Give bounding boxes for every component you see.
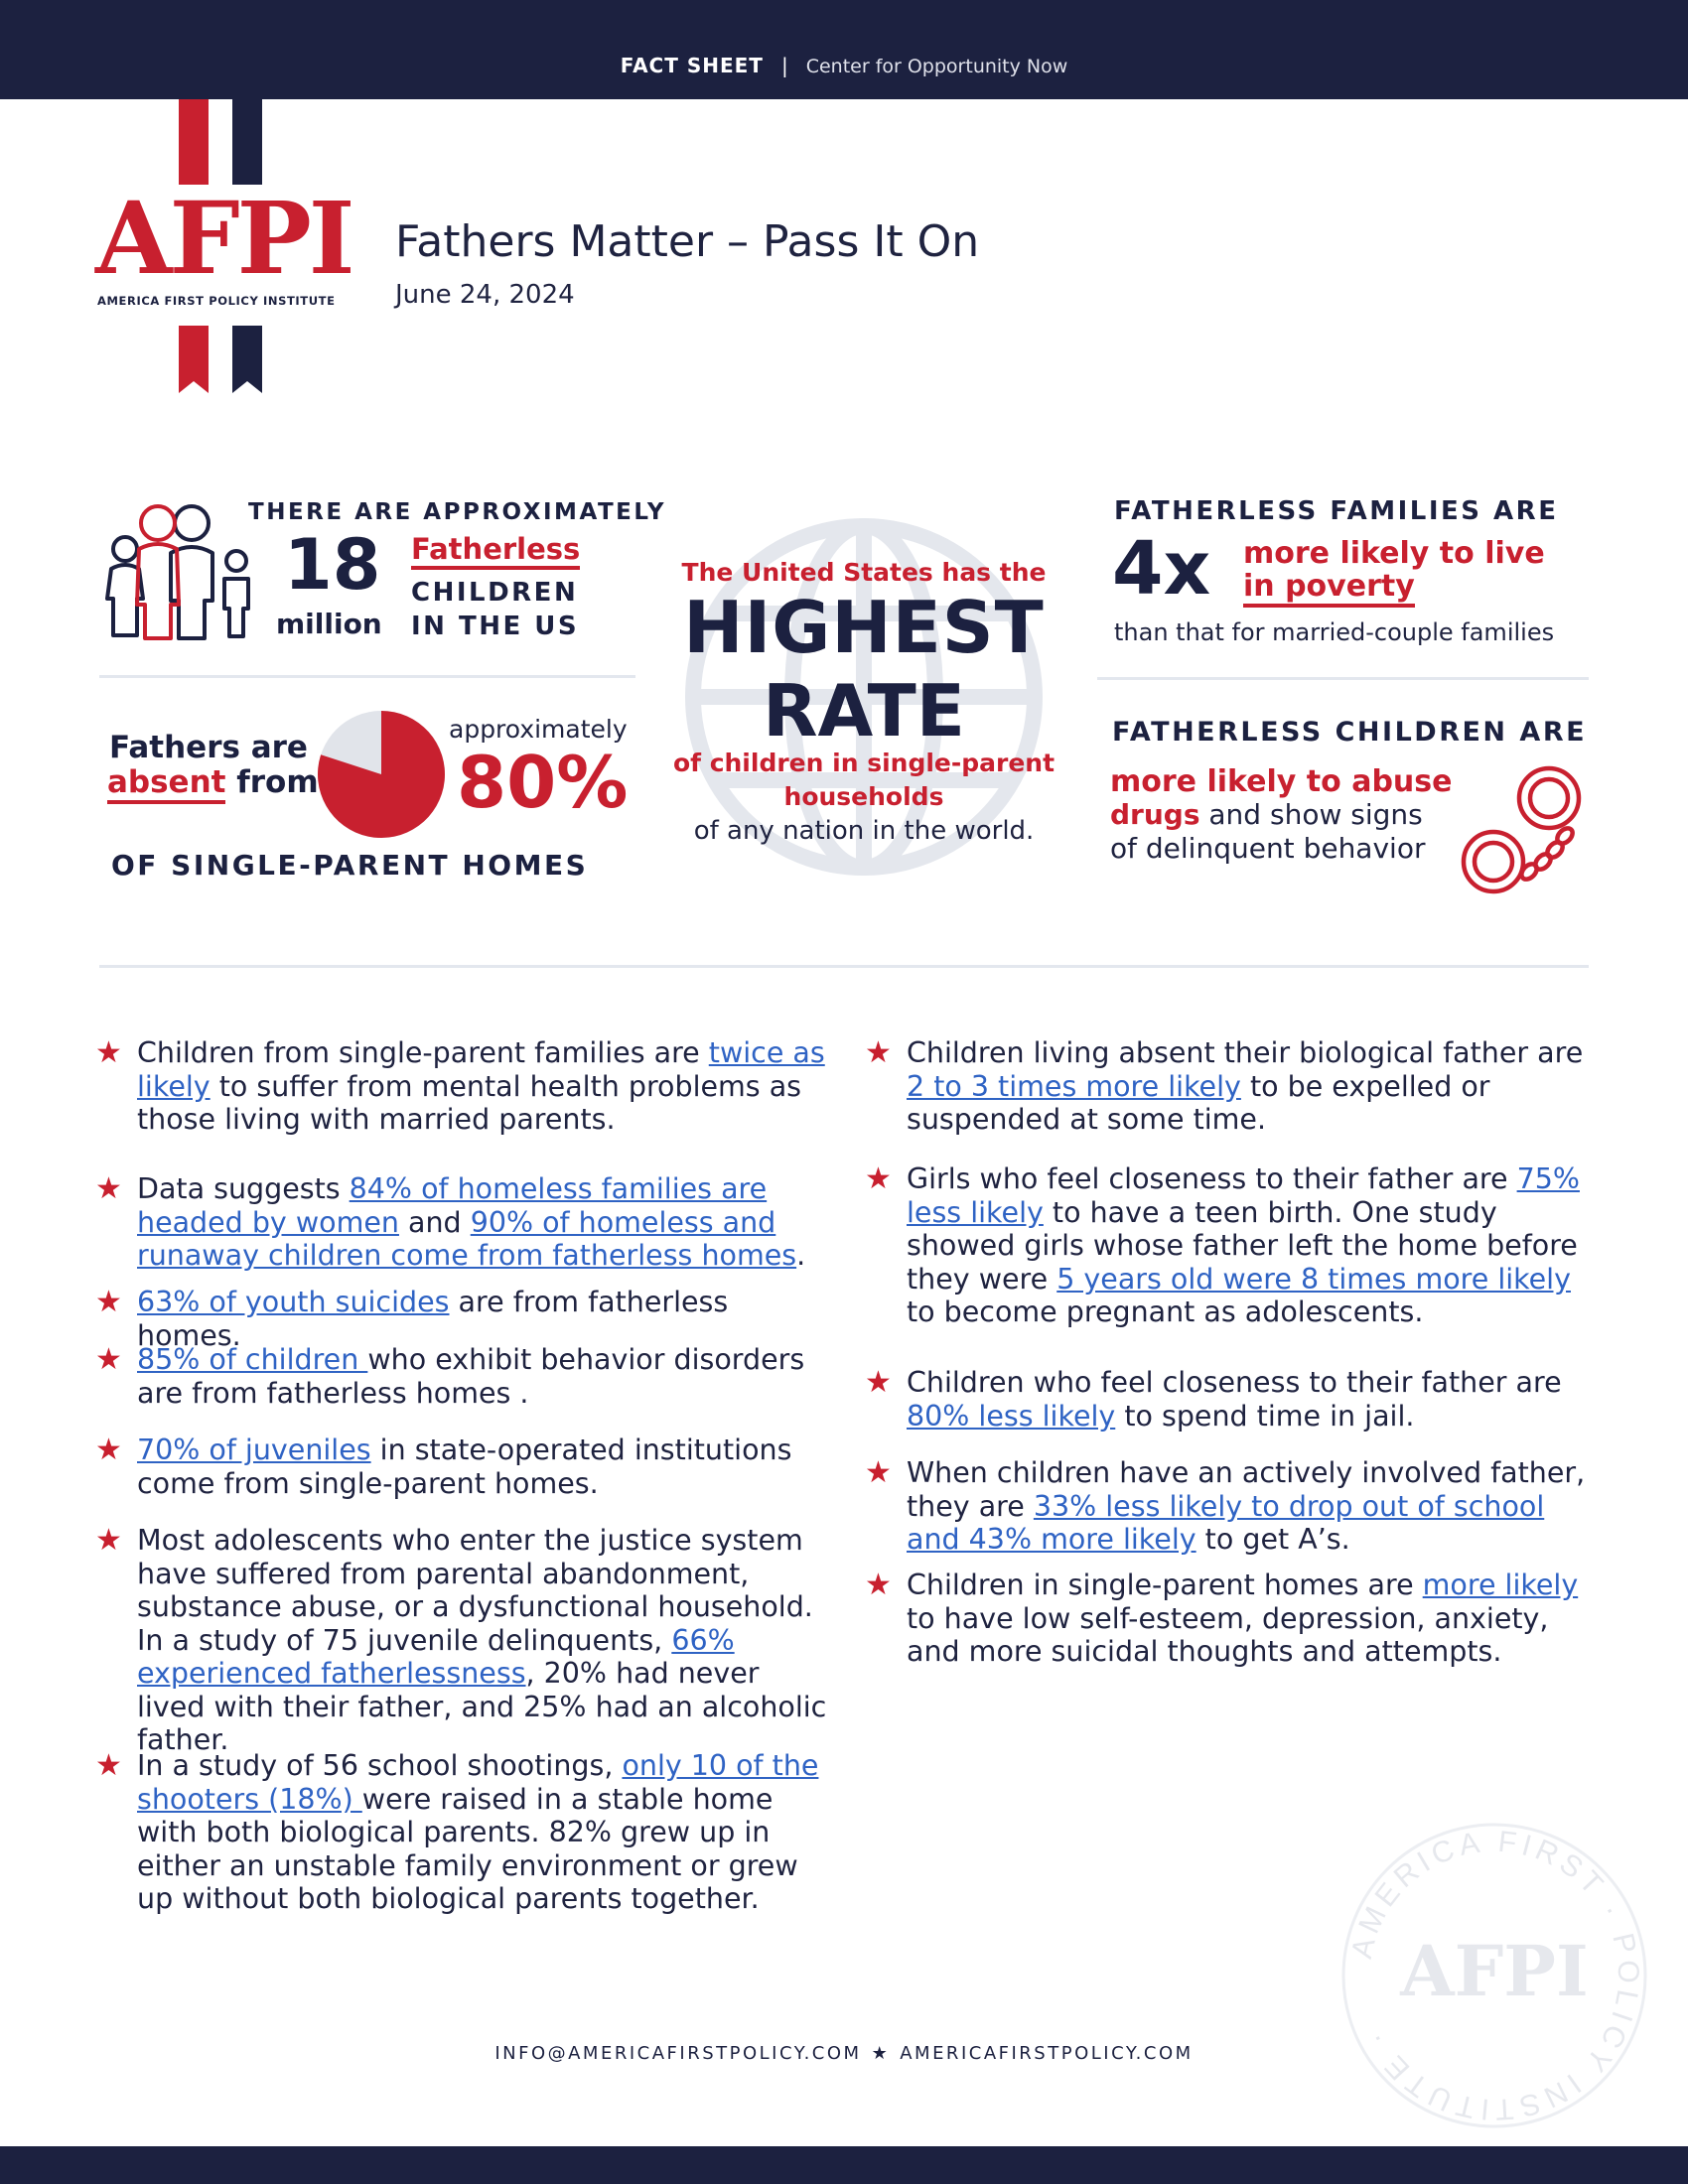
- stat1-place: IN THE US: [411, 612, 580, 641]
- top-bar: [0, 0, 1688, 99]
- seal-ring-text: AMERICA FIRST · POLICY INSTITUTE ·: [1345, 1825, 1645, 2126]
- bullet-text: are from fatherless homes.: [137, 1286, 729, 1352]
- stat3-line1: more likely to live: [1243, 536, 1545, 571]
- bullet-text: Data suggests: [137, 1172, 350, 1205]
- bullet-text: Children living absent their biological father are: [907, 1036, 1584, 1069]
- bullet-text: to be expelled or suspended at some time.: [907, 1069, 1490, 1136]
- footer-star-icon: ★: [871, 2043, 891, 2064]
- pie-chart-icon: [314, 707, 449, 842]
- stat3-foot: than that for married-couple families: [1114, 618, 1555, 646]
- bullet-text: and: [398, 1205, 471, 1239]
- stat1-unit: million: [276, 608, 382, 640]
- center-sub1: of children in single-parent: [672, 749, 1055, 777]
- star-icon: ★: [865, 1035, 892, 1070]
- source-link[interactable]: 70% of juveniles: [137, 1433, 371, 1466]
- logo-stripe-navy-top: [232, 99, 262, 185]
- stat2-absent: absent: [107, 764, 225, 804]
- bullet-text: Girls who feel closeness to their father are: [907, 1162, 1517, 1195]
- bullet-text: to become pregnant as adolescents.: [907, 1296, 1424, 1328]
- bullet-text: When children have an actively involved father, they are: [907, 1456, 1586, 1523]
- source-link[interactable]: 5 years old were 8 times more likely: [1056, 1262, 1571, 1296]
- fact-sheet-label: FACT SHEET: [620, 54, 764, 77]
- family-icon: [99, 501, 258, 642]
- bullet-item: [865, 1568, 1602, 1669]
- divider-right: [1097, 677, 1589, 680]
- bullet-item: [95, 1748, 832, 1916]
- footer-website[interactable]: AMERICAFIRSTPOLICY.COM: [900, 2043, 1194, 2064]
- bullet-text: to suffer from mental health problems as those living with married parents.: [137, 1069, 802, 1136]
- bullet-text: Children who feel closeness to their father are: [907, 1366, 1562, 1399]
- header-separator: |: [780, 54, 788, 77]
- source-link[interactable]: 75% less likely: [907, 1162, 1580, 1229]
- stat1-children: CHILDREN: [411, 578, 579, 608]
- bullet-item: [95, 1523, 832, 1757]
- star-icon: ★: [95, 1171, 122, 1206]
- bullet-item: [95, 1433, 832, 1500]
- source-link[interactable]: 90% of homeless and runaway children come from fatherless homes: [137, 1205, 797, 1272]
- bullet-item: [95, 1285, 832, 1352]
- stat4-header: FATHERLESS CHILDREN ARE: [1112, 717, 1588, 748]
- stat3-number: 4x: [1112, 526, 1211, 612]
- bullet-item: [865, 1035, 1602, 1137]
- bullet-text: In a study of 56 school shootings,: [137, 1749, 623, 1782]
- stat3-header: FATHERLESS FAMILIES ARE: [1114, 496, 1559, 526]
- center-name: Center for Opportunity Now: [805, 56, 1068, 77]
- star-icon: ★: [865, 1568, 892, 1602]
- section-divider: [99, 965, 1589, 968]
- source-link[interactable]: more likely: [1422, 1569, 1579, 1601]
- bullet-text: to have low self-esteem, depression, anxiety, and more suicidal thoughts and attempts.: [907, 1601, 1549, 1668]
- star-icon: ★: [95, 1342, 122, 1377]
- stat2-approx: approximately: [449, 715, 628, 744]
- bullet-text: to get A’s.: [1196, 1523, 1350, 1556]
- star-icon: ★: [95, 1748, 122, 1783]
- bullet-text: .: [796, 1239, 806, 1272]
- bullet-item: [865, 1455, 1602, 1557]
- logo-text: AFPI: [95, 180, 352, 297]
- stat1-number: 18: [284, 524, 381, 606]
- source-link[interactable]: 84% of homeless families are headed by women: [137, 1172, 768, 1239]
- star-icon: ★: [95, 1523, 122, 1558]
- star-icon: ★: [865, 1161, 892, 1196]
- logo-ribbons: [177, 324, 266, 395]
- stat4-line3: of delinquent behavior: [1110, 832, 1426, 865]
- star-icon: ★: [865, 1455, 892, 1490]
- logo-tagline: AMERICA FIRST POLICY INSTITUTE: [97, 294, 336, 308]
- center-rate: RATE: [763, 669, 965, 752]
- star-icon: ★: [865, 1365, 892, 1400]
- stat4-line1: more likely to abuse: [1110, 764, 1453, 799]
- bullet-text: Children in single-parent homes are: [907, 1569, 1423, 1601]
- top-bar-text: [0, 54, 1688, 77]
- bullet-text: were raised in a stable home with both biological parents. 82% grew up in either an unstable family environment or grew up without both biological parents together.: [137, 1782, 798, 1915]
- footer-email[interactable]: INFO@AMERICAFIRSTPOLICY.COM: [494, 2043, 862, 2064]
- divider-left: [99, 675, 635, 678]
- star-icon: ★: [95, 1285, 122, 1319]
- bullet-text: to spend time in jail.: [1115, 1399, 1415, 1433]
- bottom-bar: [0, 2146, 1688, 2184]
- stat2-line1: Fathers are: [109, 730, 308, 765]
- bullet-item: [865, 1365, 1602, 1433]
- stat4-line2: [1110, 798, 1423, 831]
- source-link[interactable]: 66% experienced fatherlessness: [137, 1623, 735, 1690]
- bullet-item: [95, 1035, 832, 1137]
- seal-center: AFPI: [1400, 1930, 1589, 2012]
- document-date: June 24, 2024: [395, 280, 575, 310]
- bullet-text: in state-operated institutions come from single-parent homes.: [137, 1433, 792, 1500]
- bullet-item: [95, 1342, 832, 1410]
- stat3-line2: in poverty: [1243, 569, 1415, 608]
- center-sub2: households: [783, 782, 944, 811]
- logo-stripe-red-top: [179, 99, 209, 185]
- source-link[interactable]: 2 to 3 times more likely: [907, 1069, 1241, 1103]
- center-end: of any nation in the world.: [693, 816, 1035, 846]
- center-highest: HIGHEST: [683, 586, 1045, 669]
- stat2-from: from: [236, 764, 319, 800]
- bullet-item: [95, 1171, 832, 1273]
- seal-watermark: [1331, 1817, 1658, 2134]
- source-link[interactable]: only 10 of the shooters (18%): [137, 1749, 819, 1816]
- stat1-fatherless: Fatherless: [411, 532, 580, 570]
- star-icon: ★: [95, 1433, 122, 1467]
- bullet-text: , 20% had never lived with their father, and 25% had an alcoholic father.: [137, 1657, 827, 1756]
- bullet-text: to have a teen birth. One study showed girls whose father left the home before they were: [907, 1195, 1578, 1296]
- stat2-percent: 80%: [457, 741, 629, 824]
- stat3-line2-wrap: [1243, 569, 1415, 604]
- center-intro: The United States has the: [681, 558, 1047, 587]
- logo: [95, 180, 352, 297]
- bullet-text: Children from single-parent families are: [137, 1036, 709, 1069]
- bullet-text: who exhibit behavior disorders are from fatherless homes .: [137, 1343, 805, 1410]
- stat4-line2-rest: and show signs: [1199, 798, 1423, 831]
- handcuffs-icon: [1450, 754, 1599, 903]
- stat2-line2: [107, 764, 319, 800]
- stat1-header: THERE ARE APPROXIMATELY: [248, 499, 667, 525]
- source-link[interactable]: twice as likely: [137, 1036, 825, 1103]
- bullet-text: Most adolescents who enter the justice system have suffered from parental abandonment, substance abuse, or a dysfunctional household. In a study of 75 juvenile delinquents,: [137, 1524, 813, 1657]
- document-title: Fathers Matter – Pass It On: [395, 216, 980, 267]
- source-link[interactable]: 63% of youth suicides: [137, 1286, 450, 1318]
- stat2-footer: OF SINGLE-PARENT HOMES: [111, 849, 589, 882]
- source-link[interactable]: 85% of children: [137, 1343, 368, 1376]
- stat4-drugs: drugs: [1110, 798, 1200, 831]
- bullet-item: [865, 1161, 1602, 1329]
- star-icon: ★: [95, 1035, 122, 1070]
- footer-contact: [0, 2043, 1688, 2064]
- source-link[interactable]: 80% less likely: [907, 1399, 1116, 1433]
- source-link[interactable]: 33% less likely to drop out of school and 43% more likely: [907, 1489, 1545, 1556]
